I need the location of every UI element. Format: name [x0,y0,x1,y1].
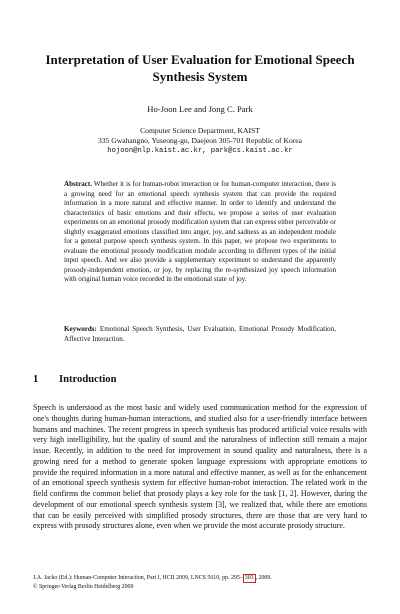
keywords [64,325,336,344]
introduction-paragraph: Speech is understood as the most basic and widely used communication method for the expression of one's thoughts during human-human interactions, and studied also for a user-friendly interface between humans and machines. The recent progress in speech synthesis has produced artificial voice results with very high intelligibility, but the quality of sound and the naturalness of inflection still remain a major issue. Recently, in addition to the need for improvement in sound quality and naturalness, there is a growing need for a method to generate spoken language expressions with appropriate emotions to provide the required information in a more natural and effective manner, as well as for the enhancement of an emotional speech synthesis system for effective human-robot interaction. The related work in the field confirms the common belief that prosody plays a key role for the task [1, 2]. However, during the development of our emotional speech synthesis system [3], we realized that, while there are emotions that can be easily perceived with simplified prosody structures, there are those that are very hard to express with prosody structures alone, even when we provide the most accurate prosody structure. [33,403,367,531]
section-number: 1 [33,374,39,385]
page-number-box: 303 [244,575,254,581]
citation-suffix: , 2009. [255,575,272,581]
abstract-label: Abstract. [64,180,92,188]
section-heading [33,373,367,386]
author-affiliation [30,126,370,156]
citation-prefix: J.A. Jacko (Ed.): Human-Computer Interaction, Part I, HCII 2009, LNCS 5610, pp. 295– [33,575,243,581]
footer-copyright: © Springer-Verlag Berlin Heidelberg 2009 [33,584,134,590]
author-emails: hojoon@nlp.kaist.ac.kr, park@cs.kaist.ac.kr [107,147,293,155]
section-title: Introduction [59,374,117,385]
affiliation-address: 335 Gwahangno, Yuseong-gu, Daejeon 305-701 Republic of Korea [97,136,303,145]
paper-title-line-2: Synthesis System [152,68,248,84]
paper-title-line-1: Interpretation of User Evaluation for Emotional Speech [45,52,355,67]
keywords-label: Keywords: [64,325,97,333]
paper-title [30,52,370,85]
paper-authors: Ho-Joon Lee and Jong C. Park [147,104,253,114]
page-footer [33,574,367,591]
keywords-text: Emotional Speech Synthesis, User Evaluation, Emotional Prosody Modification, Affective Interaction. [64,325,336,343]
affiliation-department: Computer Science Department, KAIST [140,126,260,135]
footer-citation [33,574,367,583]
abstract-text: Whether it is for human-robot interaction or for human-computer interaction, there is a growing need for an emotional speech synthesis system that can provide the required information in a more natural and effective manner. In order to identify and understand the characteristics of basic emotions and their effects, we propose a series of user evaluation experiments on an emotional prosody modification system that can express either perceivable or slightly exaggerated emotions classified into anger, joy, and sadness as an independent module for a general purpose speech synthesis system. In this paper, we propose two experiments to evaluate the emotional prosody modification module according to different types of the initial input speech. And we also provide a supplementary experiment to understand the apparently prosody-independent emotion, or joy, by replacing the re-synthesized joy speech information with original human voice recorded in the emotional state of joy. [64,180,336,284]
abstract [64,180,336,285]
